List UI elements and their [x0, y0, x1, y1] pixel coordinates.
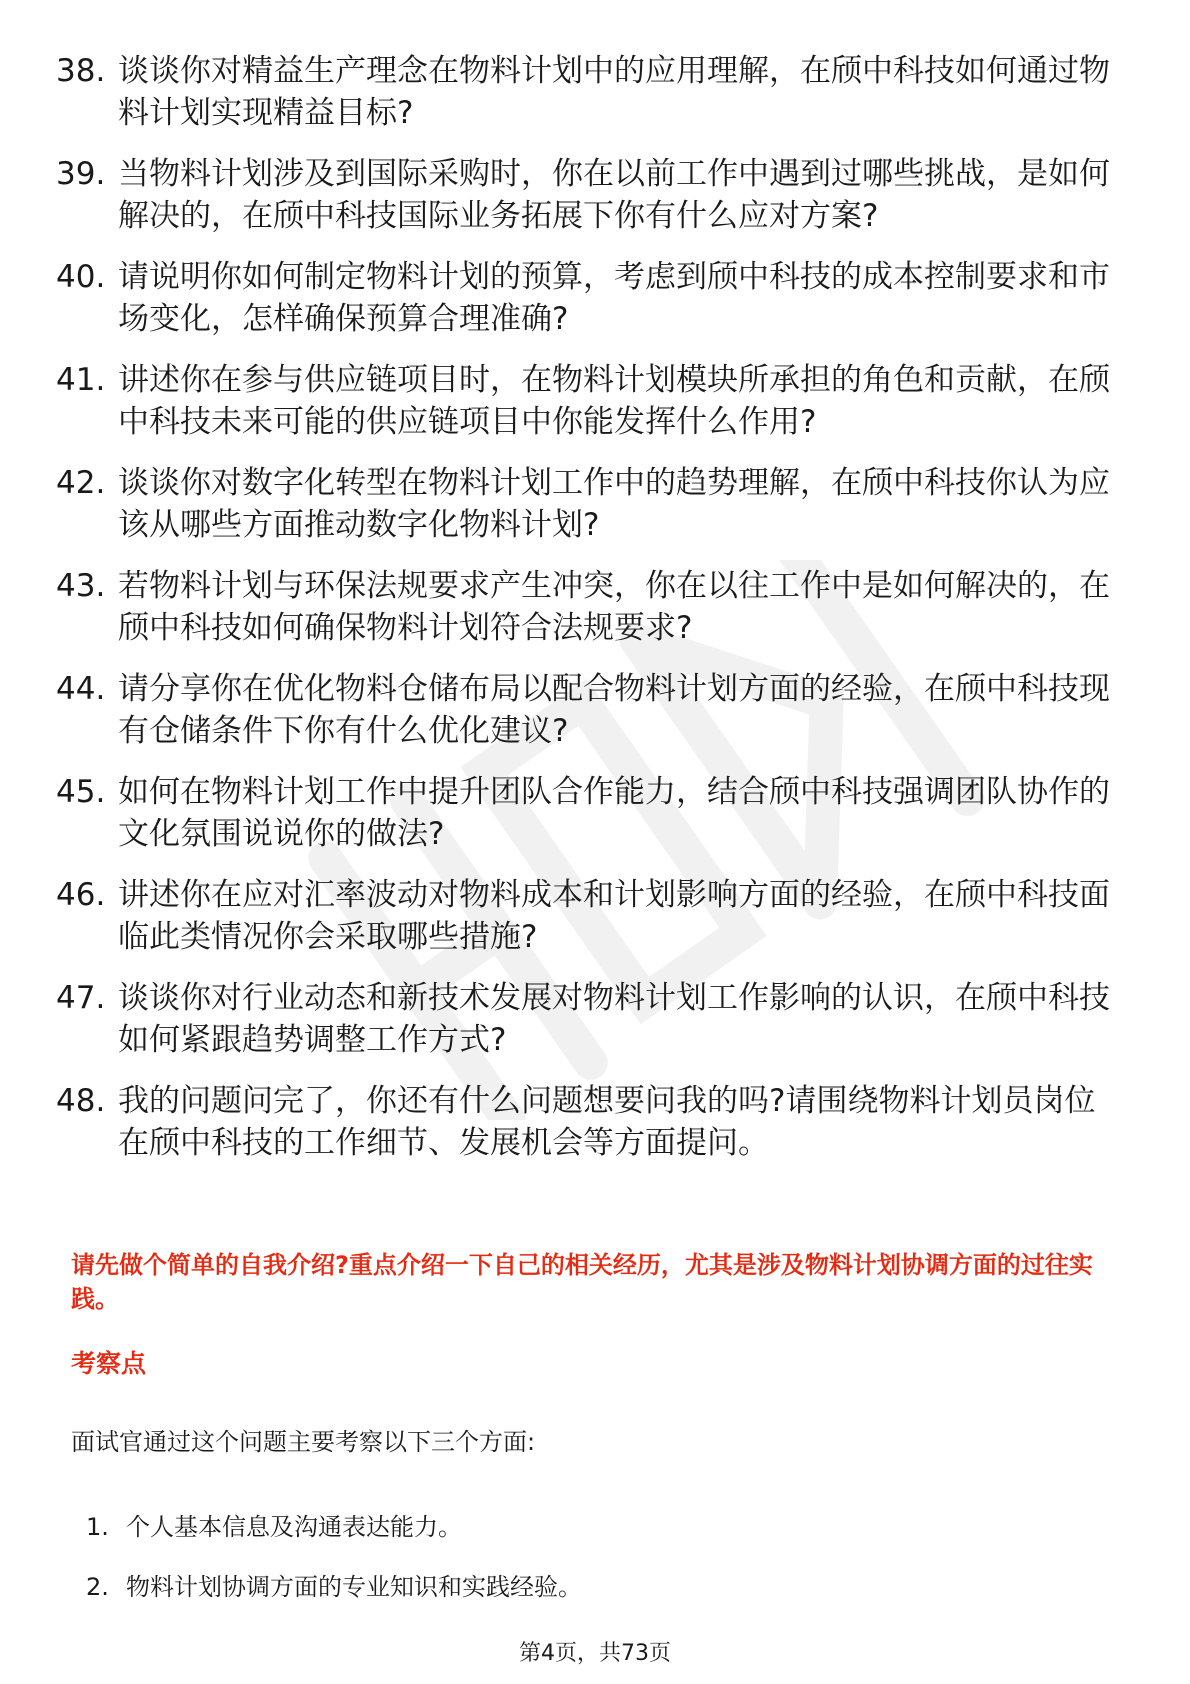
point-number: 2. [86, 1573, 109, 1601]
point-number: 1. [86, 1513, 109, 1541]
question-item [56, 977, 1116, 1061]
question-text: 请说明你如何制定物料计划的预算，考虑到颀中科技的成本控制要求和市场变化，怎样确保预算合理准确? [118, 259, 1110, 337]
question-item [56, 50, 1116, 134]
question-item [56, 668, 1116, 752]
question-list [56, 50, 1116, 1183]
question-number: 41. [56, 362, 106, 398]
question-number: 43. [56, 568, 106, 604]
question-item [56, 359, 1116, 443]
question-text: 如何在物料计划工作中提升团队合作能力，结合颀中科技强调团队协作的文化氛围说说你的做法? [118, 774, 1110, 852]
question-item [56, 874, 1116, 958]
intro-text: 面试官通过这个问题主要考察以下三个方面: [71, 1428, 536, 1456]
question-number: 40. [56, 259, 106, 295]
point-text: 物料计划协调方面的专业知识和实践经验。 [126, 1573, 582, 1601]
question-item [56, 1080, 1116, 1164]
highlight-question: 请先做个简单的自我介绍?重点介绍一下自己的相关经历，尤其是涉及物料计划协调方面的过往实践。 [71, 1251, 1093, 1313]
point-text: 个人基本信息及沟通表达能力。 [126, 1513, 462, 1541]
question-text: 谈谈你对数字化转型在物料计划工作中的趋势理解，在颀中科技你认为应该从哪些方面推动数字化物料计划? [118, 465, 1110, 543]
question-number: 46. [56, 877, 106, 913]
question-number: 44. [56, 671, 106, 707]
section-title: 考察点 [71, 1349, 147, 1378]
question-item [56, 256, 1116, 340]
question-number: 47. [56, 980, 106, 1016]
page-footer: 第4页，共73页 [519, 1641, 671, 1666]
question-number: 39. [56, 156, 106, 192]
question-item [56, 771, 1116, 855]
question-item [56, 565, 1116, 649]
question-number: 38. [56, 53, 106, 89]
question-text: 讲述你在参与供应链项目时，在物料计划模块所承担的角色和贡献，在颀中科技未来可能的供应链项目中你能发挥什么作用? [118, 362, 1110, 440]
question-item [56, 462, 1116, 546]
question-number: 42. [56, 465, 106, 501]
list-item [86, 1570, 582, 1604]
question-number: 48. [56, 1083, 106, 1119]
list-item [86, 1510, 582, 1544]
question-text: 谈谈你对行业动态和新技术发展对物料计划工作影响的认识，在颀中科技如何紧跟趋势调整工作方式? [118, 980, 1110, 1058]
question-text: 谈谈你对精益生产理念在物料计划中的应用理解，在颀中科技如何通过物料计划实现精益目标? [118, 53, 1110, 131]
question-number: 45. [56, 774, 106, 810]
question-text: 我的问题问完了，你还有什么问题想要问我的吗?请围绕物料计划员岗位在颀中科技的工作细节、发展机会等方面提问。 [118, 1083, 1096, 1161]
question-text: 讲述你在应对汇率波动对物料成本和计划影响方面的经验，在颀中科技面临此类情况你会采取哪些措施? [118, 877, 1110, 955]
question-text: 请分享你在优化物料仓储布局以配合物料计划方面的经验，在颀中科技现有仓储条件下你有什么优化建议? [118, 671, 1110, 749]
question-text: 当物料计划涉及到国际采购时，你在以前工作中遇到过哪些挑战，是如何解决的，在颀中科技国际业务拓展下你有什么应对方案? [118, 156, 1110, 234]
points-list [86, 1510, 582, 1630]
question-item [56, 153, 1116, 237]
question-text: 若物料计划与环保法规要求产生冲突，你在以往工作中是如何解决的，在颀中科技如何确保物料计划符合法规要求? [118, 568, 1110, 646]
